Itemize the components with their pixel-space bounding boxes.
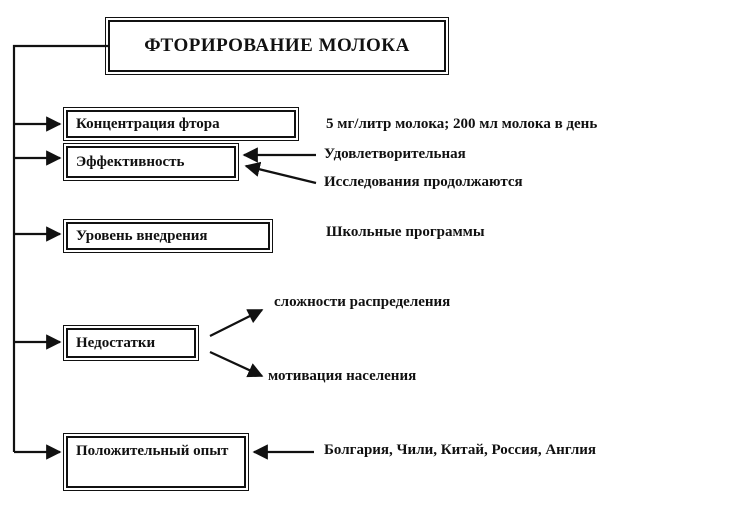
arrow-motivation [210,352,262,376]
drawback-distribution: сложности распределения [274,294,451,310]
diagram-title: ФТОРИРОВАНИЕ МОЛОКА [108,20,446,72]
implementation-detail: Школьные программы [326,224,485,240]
experience-countries: Болгария, Чили, Китай, Россия, Англия [324,442,597,458]
efficiency-satisfactory: Удовлетворительная [324,146,466,162]
node-implementation: Уровень внедрения [66,222,270,250]
arrow-research [246,166,316,183]
node-positive-experience: Положительный опыт [66,436,246,488]
arrow-distribution [210,310,262,336]
drawback-motivation: мотивация населения [268,368,417,384]
efficiency-research: Исследования продолжаются [324,174,523,190]
node-efficiency: Эффективность [66,146,236,178]
node-concentration: Концентрация фтора [66,110,296,138]
node-drawbacks: Недостатки [66,328,196,358]
concentration-detail: 5 мг/литр молока; 200 мл молока в день [326,116,598,132]
